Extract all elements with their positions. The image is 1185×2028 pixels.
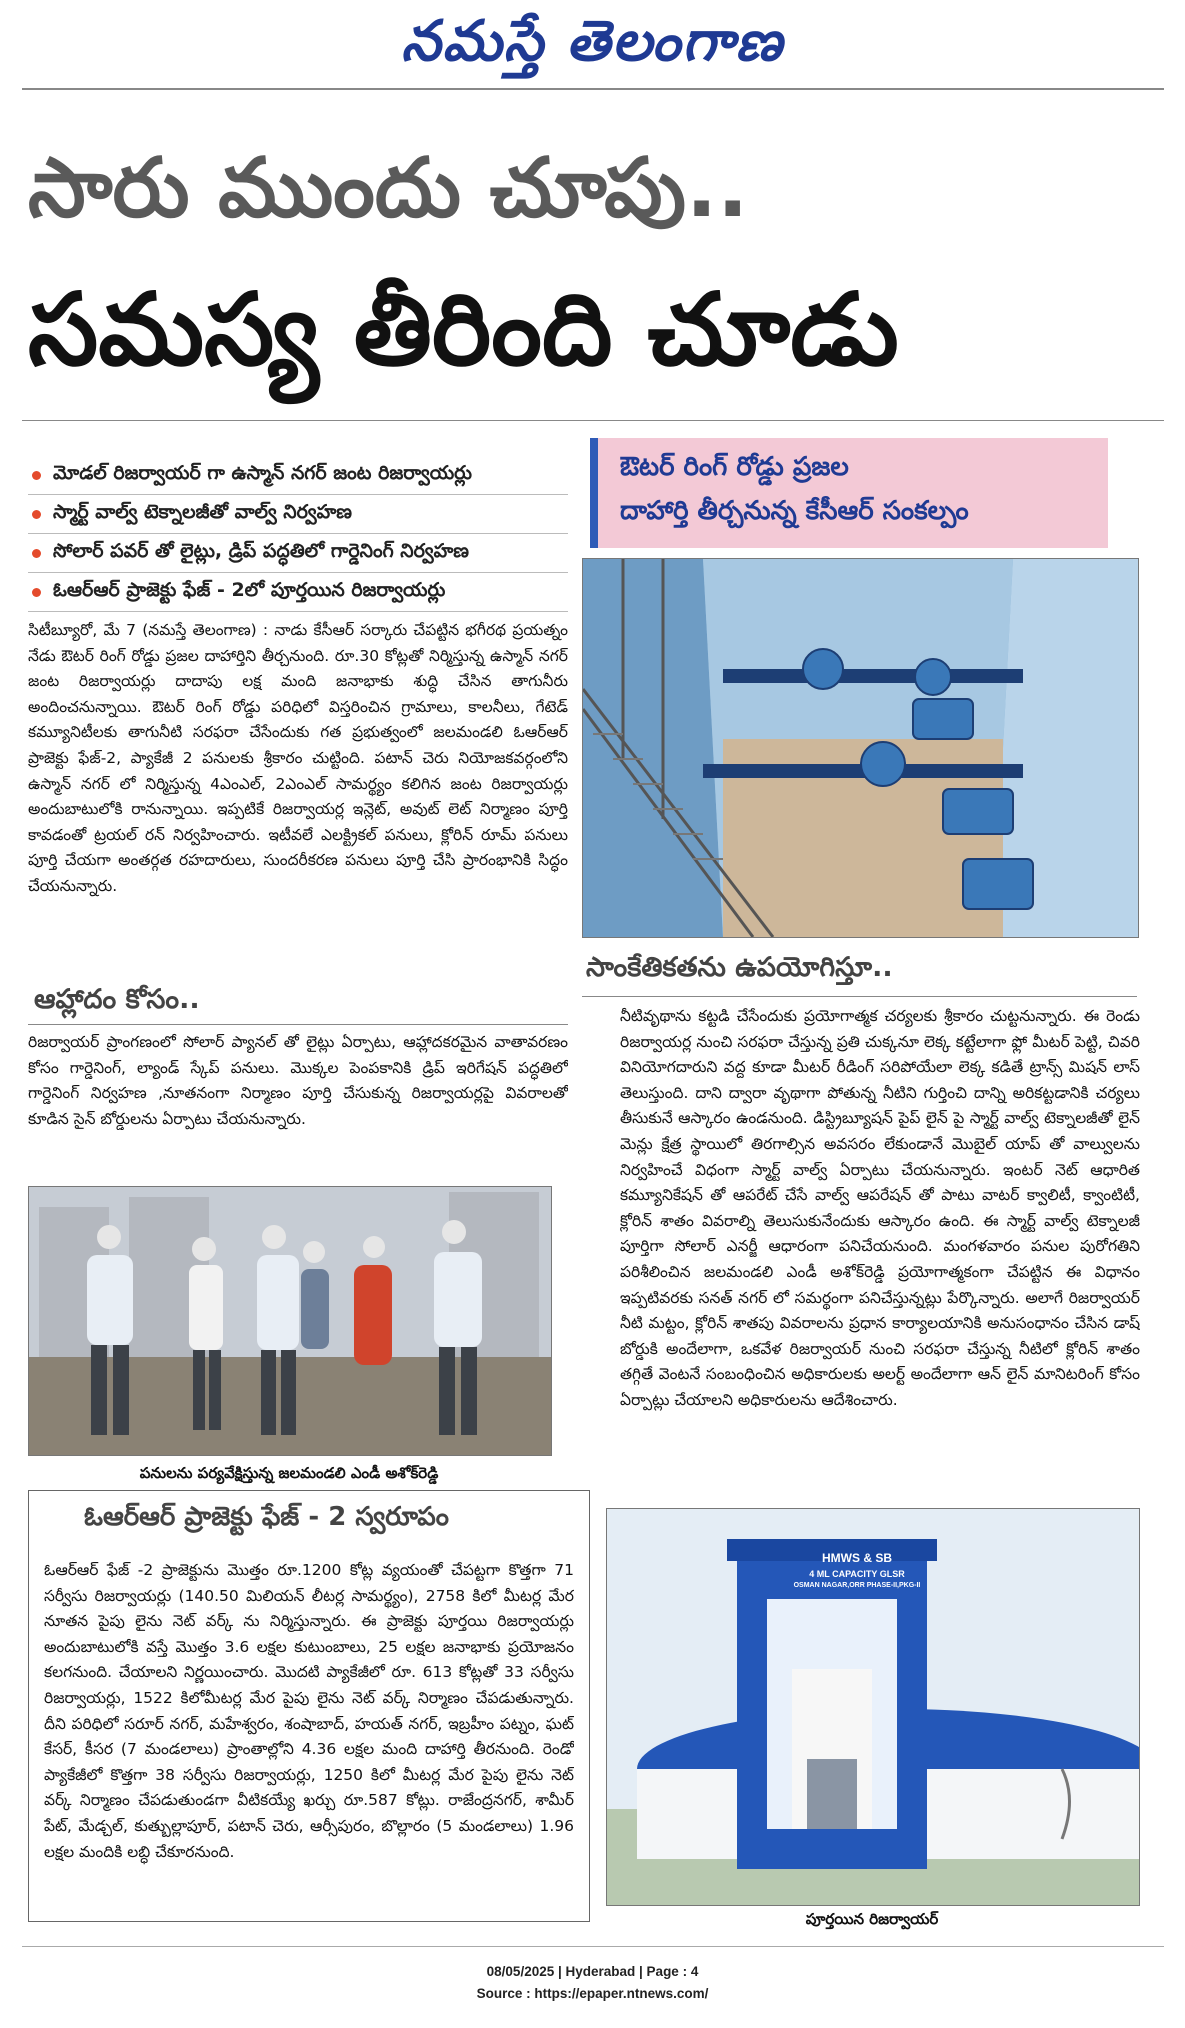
- masthead-divider: [22, 88, 1164, 90]
- bullet-dot-icon: [32, 510, 41, 519]
- footer-divider: [22, 1946, 1164, 1947]
- reservoir-photo: [606, 1508, 1140, 1906]
- headline-secondary: సమస్య తీరింది చూడు: [28, 271, 899, 388]
- tower-sign-line-3: OSMAN NAGAR,ORR PHASE-II,PKG-II: [793, 1582, 921, 1589]
- callout-line-2: దాహార్తి తీర్చనున్న కేసీఆర్ సంకల్పం: [620, 496, 969, 526]
- caption-inspection: పనులను పర్యవేక్షిస్తున్న జలమండలి ఎండీ అశోక్‌రెడ్డి: [139, 1464, 439, 1482]
- bullet-dot-icon: [32, 471, 41, 480]
- pump-room-photo: [582, 558, 1139, 938]
- headline-primary: సారు ముందు చూపు..: [28, 141, 749, 236]
- leisure-divider: [28, 1024, 568, 1025]
- phase2-text: ఓఆర్ఆర్ ఫేజ్ -2 ప్రాజెక్టును మొత్తం రూ.1200 కోట్ల వ్యయంతో చేపట్టగా కొత్తగా 71 సర్వీసు రిజర్వాయర్లు (140.50 మిలియన్ లీటర్ల సామర్థ్యం), 2758 కిలో మీటర్ల మేర నూతన పైపు లైను నెట్ వర్క్ ను నిర్మిస్తున్నారు. ఈ ప్రాజెక్టు పూర్తయి రిజర్వాయర్లు అందుబాటులోకి వస్తే మొత్తం 3.6 లక్షల కుటుంబాలు, 25 లక్షల జనాభాకు ప్రయోజనం కలగనుంది. చేయాలని నిర్ణయించారు. మొదటి ప్యాకేజీలో రూ. 613 కోట్లతో 33 సర్వీసు రిజర్వాయర్లు, 1522 కిలోమీటర్ల మేర పైపు లైను నెట్ వర్క్ నిర్మాణం చేపడుతున్నారు. దీని పరిధిలో సరూర్ నగర్, మహేశ్వరం, శంషాబాద్, హయత్ నగర్, ఇబ్రహీం పట్నం, ఘట్ కేసర్, కీసర (7 మండలాలు) ప్రాంతాల్లోని 4.36 లక్షల మంది దాహార్తి తీరనుంది. రెండో ప్యాకేజీలో కొత్తగా 38 సర్వీసు రిజర్వాయర్లు, 1250 కిలో మీటర్ల మేర పైపు లైను నెట్ వర్క్ నిర్మాణం చేపడుతుండగా వీటికయ్యే ఖర్చు రూ.587 కోట్లు. రాజేంద్రనగర్, శామీర్ పేట్, మేడ్చల్, కుత్బుల్లాపూర్, పటాన్ చెరు, ఆర్సీపురం, బొల్లారం (5 మండలాలు) 1.96 లక్షల మందికి లబ్ధి చేకూరనుంది.: [44, 1561, 574, 1861]
- subhead-phase2: ఓఆర్ఆర్ ప్రాజెక్టు ఫేజ్ - 2 స్వరూపం: [84, 1502, 449, 1532]
- article-intro: సిటీబ్యూరో, మే 7 (నమస్తే తెలంగాణ) : నాడు కేసీఆర్ సర్కారు చేపట్టిన భగీరథ ప్రయత్నం నేడు ఔటర్ రింగ్ రోడ్డు ప్రజల దాహార్తిని తీర్చనుంది. రూ.30 కోట్లతో నిర్మిస్తున్న ఉస్మాన్ నగర్ జంట రిజర్వాయర్లు దాదాపు లక్ష మంది జనాభాకు శుద్ధి చేసిన తాగునీరు అందించనున్నాయి. ఔటర్ రింగ్ రోడ్డు పరిధిలో విస్తరించిన గ్రామాలు, కాలనీలు, గేటెడ్ కమ్యూనిటీలకు తాగునీటి సరఫరా చేసేందుకు గత ప్రభుత్వంలో జలమండలి ఓఆర్ఆర్ ప్రాజెక్టు ఫేజ్-2, ప్యాకేజీ 2 పనులకు శ్రీకారం చుట్టింది. పటాన్ చెరు నియోజకవర్గంలోని ఉస్మాన్ నగర్ లో నిర్మిస్తున్న 4ఎంఎల్, 2ఎంఎల్ సామర్థ్యం కలిగిన జంట రిజర్వాయర్లు అందుబాటులోకి రానున్నాయి. ఇప్పటికే రిజర్వాయర్ల ఇన్లెట్, అవుట్ లెట్ నిర్మాణం పూర్తి కావడంతో ట్రయల్ రన్ నిర్వహించారు. ఇటీవలే ఎలక్ట్రికల్ పనులు, క్లోరిన్ రూమ్ పనులు పూర్తి చేయగా అంతర్గత రహదారులు, సుందరీకరణ పనులు పూర్తి చేసి ప్రారంభానికి సిద్ధం చేయనున్నారు.: [28, 621, 568, 895]
- bullet-item: స్మార్ట్ వాల్వ్ టెక్నాలజీతో వాల్వ్ నిర్వహణ: [28, 495, 568, 534]
- footer-source-link[interactable]: Source : https://epaper.ntnews.com/: [476, 1986, 709, 2001]
- inspection-illustration: [29, 1187, 551, 1455]
- bullet-list: [28, 456, 568, 612]
- subhead-technology: సాంకేతికతను ఉపయోగిస్తూ..: [586, 952, 893, 983]
- tech-divider: [582, 996, 1137, 997]
- callout-line-1: ఔటర్ రింగ్ రోడ్డు ప్రజల: [620, 452, 849, 482]
- leisure-text: రిజర్వాయర్ ప్రాంగణంలో సోలార్ ప్యానల్ తో లైట్లు ఏర్పాటు, ఆహ్లాదకరమైన వాతావరణం కోసం గార్డెనింగ్, ల్యాండ్ స్కేప్ పనులు. మొక్కల పెంపకానికి డ్రిప్ ఇరిగేషన్ పద్ధతిలో గార్డెనింగ్ నిర్వహణ ,నూతనంగా నిర్మాణం పూర్తి చేసుకున్న రిజర్వాయర్లపై వివరాలతో కూడిన సైన్ బోర్డులను ఏర్పాటు చేయనున్నారు.: [28, 1033, 568, 1128]
- tower-sign-line-1: HMWS & SB: [822, 1551, 892, 1565]
- callout-box: [590, 438, 1108, 548]
- bullet-item: సోలార్ పవర్ తో లైట్లు, డ్రిప్ పద్ధతిలో గార్డెనింగ్ నిర్వహణ: [28, 534, 568, 573]
- bullet-item: ఓఆర్ఆర్ ప్రాజెక్టు ఫేజ్ - 2లో పూర్తయిన రిజర్వాయర్లు: [28, 573, 568, 612]
- subhead-leisure: ఆహ్లాదం కోసం..: [34, 984, 200, 1015]
- bullet-dot-icon: [32, 588, 41, 597]
- footer-date-page: 08/05/2025 | Hyderabad | Page : 4: [486, 1964, 699, 1979]
- inspection-photo: [28, 1186, 552, 1456]
- technology-text: నీటివృథాను కట్టడి చేసేందుకు ప్రయోగాత్మక చర్యలకు శ్రీకారం చుట్టనున్నారు. ఈ రెండు రిజర్వాయర్ల నుంచి సరఫరా చేస్తున్న ప్రతి చుక్కనూ లెక్క కట్టేలాగా ఫ్లో మీటర్ పెట్టి, చివరి వినియోగదారుని వద్ద కూడా మీటర్ రీడింగ్ సరిపోయేలా లెక్క కడితే ట్రాన్స్ మిషన్ లాస్ తెలుస్తుంది. దాని ద్వారా వృథాగా పోతున్న నీటిని గుర్తించి దాన్ని అరికట్టడానికి చర్యలు తీసుకునే ఆస్కారం ఉండనుంది. డిస్ట్రిబ్యూషన్ పైప్ లైన్ పై స్మార్ట్ వాల్వ్ టెక్నాలజీతో లైన్ మెన్లు క్షేత్ర స్థాయిలో తిరగాల్సిన అవసరం లేకుండానే మొబైల్ యాప్ తో వాల్వులను నిర్వహించే విధంగా స్మార్ట్ వాల్వ్ ఏర్పాటు చేయనున్నారు. ఇంటర్ నెట్ ఆధారిత కమ్యూనికేషన్ తో ఆపరేట్ చేసే వాల్వ్ ఆపరేషన్ తో పాటు వాటర్ క్వాలిటీ, క్వాంటిటీ, క్లోరిన్ శాతం వివరాల్ని తెలుసుకునేందుకు ఆస్కారం ఉంది. ఈ స్మార్ట్ వాల్వ్ టెక్నాలజీ పూర్తిగా సోలార్ ఎనర్జీ ఆధారంగా పనిచేయనుంది. మంగళవారం పనుల పురోగతిని పరిశీలించిన జలమండలి ఎండీ అశోక్‌రెడ్డి ప్రయోగాత్మకంగా చేపట్టిన ఈ విధానం ఇప్పటివరకు సనత్ నగర్ లో సమర్థంగా పనిచేస్తున్నట్లు పేర్కొన్నారు. అలాగే రిజర్వాయర్ నీటి మట్టం, క్లోరిన్ శాతపు వివరాలను ప్రధాన కార్యాలయానికి అనుసంధానం చేసిన డాష్ బోర్డుకి అందేలాగా, ఒకవేళ రిజర్వాయర్ నుంచి సరఫరా చేస్తున్న నీటిలో క్లోరిన్ శాతం తగ్గితే వెంటనే సంబంధించిన అధికారులకు అలర్ట్ అందేలాగా ఆన్ లైన్ మానిటరింగ్ కోసం ఏర్పాట్లు చేయాలని అధికారులను ఆదేశించారు.: [620, 1007, 1140, 1409]
- masthead-logo: నమస్తే తెలంగాణ: [401, 8, 784, 74]
- caption-reservoir: పూర్తయిన రిజర్వాయర్: [805, 1910, 939, 1928]
- bullet-item: మోడల్ రిజర్వాయర్ గా ఉస్మాన్ నగర్ జంట రిజర్వాయర్లు: [28, 456, 568, 495]
- tower-sign-line-2: 4 ML CAPACITY GLSR: [809, 1569, 905, 1579]
- bullet-dot-icon: [32, 549, 41, 558]
- pump-room-illustration: [583, 559, 1138, 937]
- headline-divider: [22, 420, 1164, 421]
